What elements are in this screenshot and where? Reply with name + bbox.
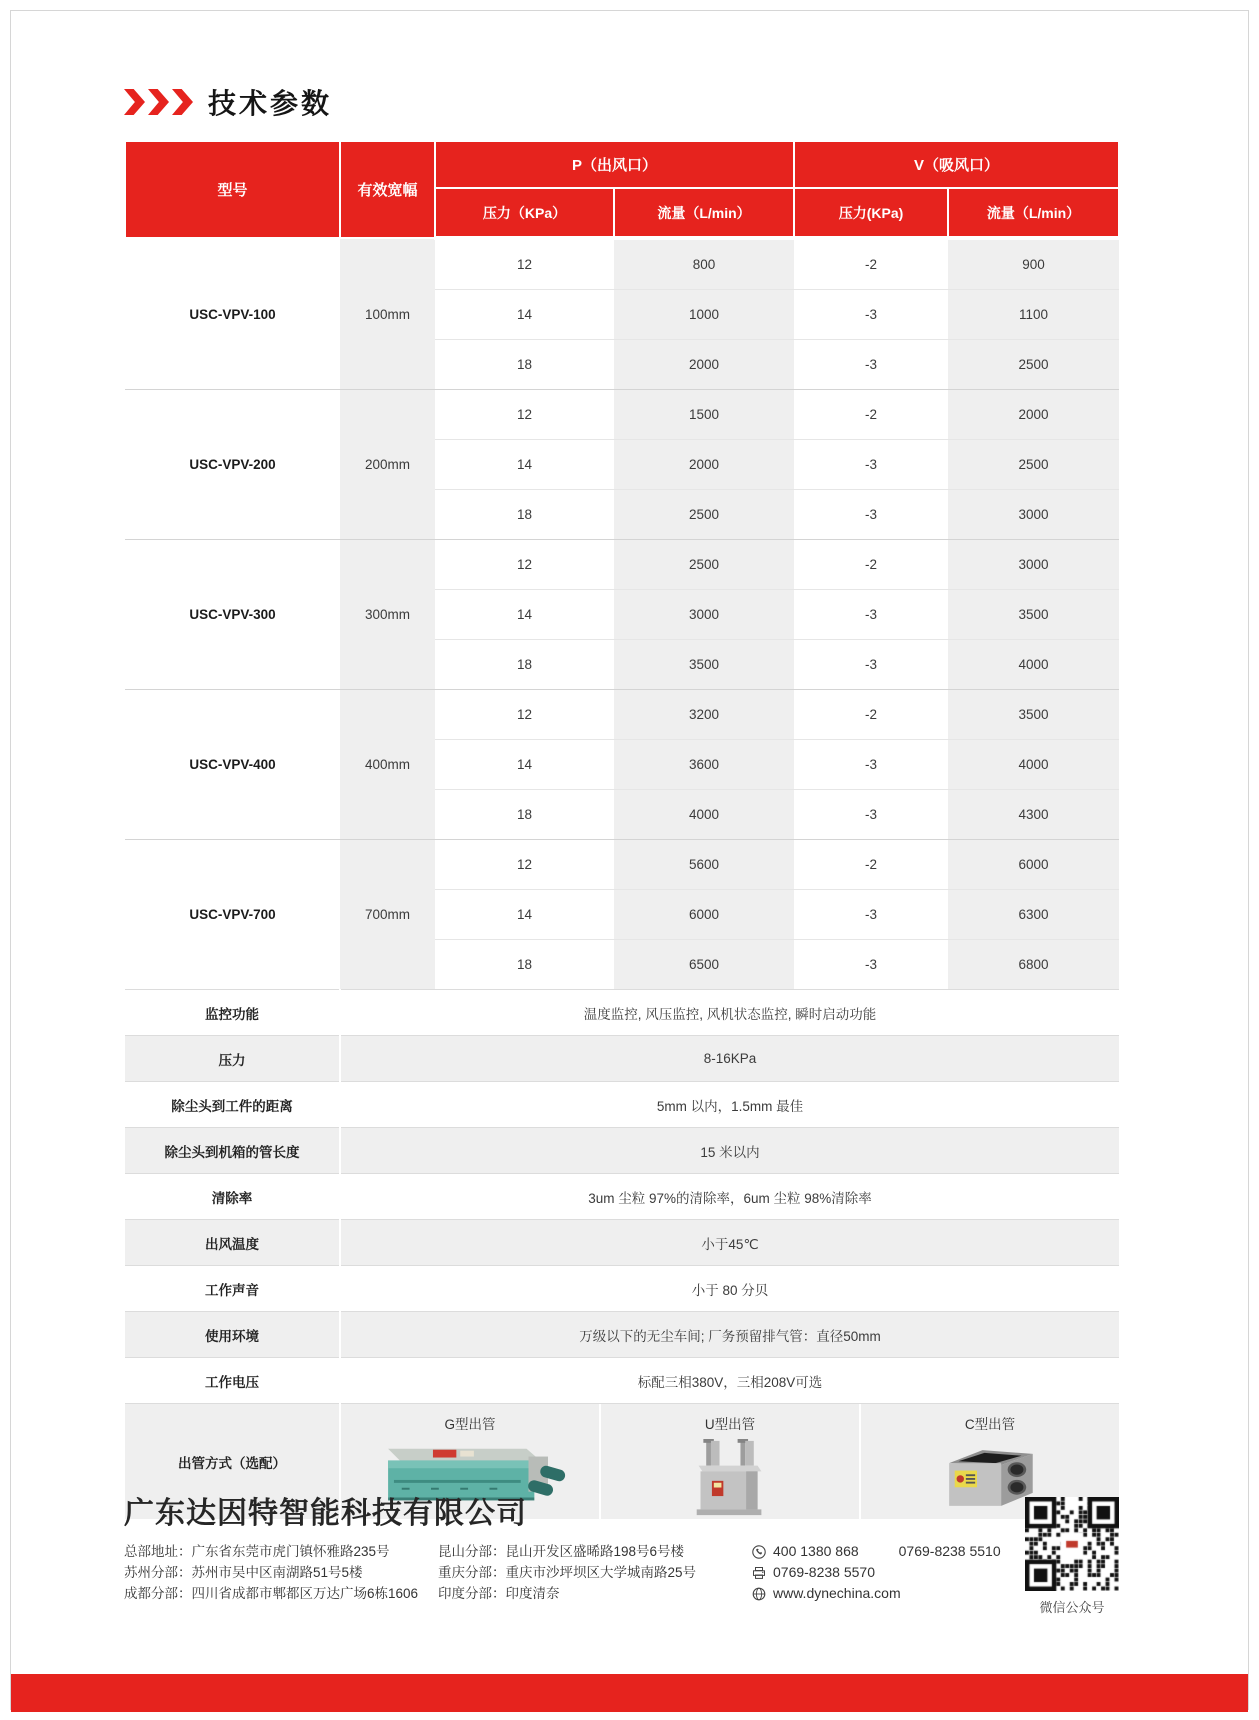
spec-row — [125, 1036, 1119, 1082]
address-column-2 — [438, 1541, 696, 1604]
p-pressure-cell: 12 — [435, 690, 614, 740]
pipe-option-label: U型出管 — [704, 1417, 756, 1432]
address-line: 总部地址：广东省东莞市虎门镇怀雅路235号 — [124, 1544, 390, 1559]
address-column-1 — [124, 1541, 418, 1604]
spec-value: 标配三相380V，三相208V可选 — [340, 1358, 1119, 1404]
p-flow-cell: 2000 — [614, 340, 794, 390]
chevron-icon — [124, 89, 145, 115]
width-cell: 100mm — [340, 238, 435, 390]
v-flow-cell: 4000 — [948, 740, 1119, 790]
v-flow-cell: 3500 — [948, 690, 1119, 740]
p-flow-cell: 3000 — [614, 590, 794, 640]
v-flow-cell: 6300 — [948, 890, 1119, 940]
model-cell: USC-VPV-200 — [125, 390, 340, 540]
width-cell: 400mm — [340, 690, 435, 840]
table-row — [125, 690, 1119, 740]
spec-value: 万级以下的无尘车间; 厂务预留排气管：直径50mm — [340, 1312, 1119, 1358]
spec-value: 小于45℃ — [340, 1220, 1119, 1266]
v-pressure-cell: -3 — [794, 590, 948, 640]
spec-row — [125, 1266, 1119, 1312]
p-flow-cell: 1000 — [614, 290, 794, 340]
phone-number: 400 1380 868 — [773, 1543, 859, 1559]
p-flow-cell: 6500 — [614, 940, 794, 990]
v-pressure-cell: -3 — [794, 790, 948, 840]
table-row — [125, 238, 1119, 290]
spec-row — [125, 1174, 1119, 1220]
p-pressure-cell: 12 — [435, 540, 614, 590]
v-pressure-cell: -2 — [794, 238, 948, 290]
spec-value: 3um 尘粒 97%的清除率，6um 尘粒 98%清除率 — [340, 1174, 1119, 1220]
wechat-qr-code — [1025, 1497, 1119, 1591]
spec-label: 工作电压 — [125, 1358, 340, 1404]
p-pressure-cell: 14 — [435, 290, 614, 340]
spec-label: 除尘头到机箱的管长度 — [125, 1128, 340, 1174]
header-p-group: P（出风口） — [435, 141, 794, 188]
header-v-group: V（吸风口） — [794, 141, 1119, 188]
pipe-option-label: C型出管 — [964, 1417, 1016, 1432]
spec-value: 温度监控, 风压监控, 风机状态监控, 瞬时启动功能 — [340, 990, 1119, 1036]
v-flow-cell: 6800 — [948, 940, 1119, 990]
website-link[interactable]: www.dynechina.com — [773, 1585, 901, 1601]
p-pressure-cell: 14 — [435, 590, 614, 640]
p-pressure-cell: 14 — [435, 740, 614, 790]
chevron-icon — [148, 89, 169, 115]
wechat-qr-label: 微信公众号 — [1039, 1600, 1105, 1615]
section-title-row — [124, 84, 332, 120]
footer-red-bar — [11, 1674, 1248, 1712]
width-cell: 700mm — [340, 840, 435, 990]
v-flow-cell: 3000 — [948, 490, 1119, 540]
p-flow-cell: 3500 — [614, 640, 794, 690]
v-pressure-cell: -2 — [794, 690, 948, 740]
model-cell: USC-VPV-100 — [125, 238, 340, 390]
v-pressure-cell: -3 — [794, 740, 948, 790]
globe-icon — [752, 1587, 766, 1601]
table-row — [125, 840, 1119, 890]
spec-value: 15 米以内 — [340, 1128, 1119, 1174]
p-flow-cell: 2000 — [614, 440, 794, 490]
pipe-row-label: 出管方式（选配） — [125, 1404, 340, 1520]
spec-value: 5mm 以内，1.5mm 最佳 — [340, 1082, 1119, 1128]
spec-table — [124, 140, 1120, 1519]
address-line: 昆山分部：昆山开发区盛晞路198号6号楼 — [438, 1544, 685, 1559]
spec-label: 除尘头到工件的距离 — [125, 1082, 340, 1128]
fax-number: 0769-8238 5570 — [773, 1564, 875, 1580]
spec-row — [125, 1312, 1119, 1358]
v-pressure-cell: -2 — [794, 840, 948, 890]
p-flow-cell: 1500 — [614, 390, 794, 440]
wechat-qr-block — [1025, 1497, 1119, 1616]
table-row — [125, 390, 1119, 440]
v-pressure-cell: -3 — [794, 440, 948, 490]
pipe-option-u — [599, 1404, 859, 1519]
p-pressure-cell: 18 — [435, 790, 614, 840]
fax-icon — [752, 1566, 766, 1580]
header-model: 型号 — [125, 141, 340, 238]
p-flow-cell: 3200 — [614, 690, 794, 740]
spec-value: 小于 80 分贝 — [340, 1266, 1119, 1312]
v-flow-cell: 4300 — [948, 790, 1119, 840]
spec-row — [125, 1082, 1119, 1128]
header-p-flow: 流量（L/min） — [614, 188, 794, 238]
v-flow-cell: 4000 — [948, 640, 1119, 690]
model-cell: USC-VPV-400 — [125, 690, 340, 840]
p-flow-cell: 800 — [614, 238, 794, 290]
p-flow-cell: 4000 — [614, 790, 794, 840]
address-line: 印度分部：印度清奈 — [438, 1586, 560, 1601]
p-flow-cell: 5600 — [614, 840, 794, 890]
v-flow-cell: 1100 — [948, 290, 1119, 340]
v-flow-cell: 900 — [948, 238, 1119, 290]
spec-label: 压力 — [125, 1036, 340, 1082]
spec-row — [125, 1358, 1119, 1404]
contact-block — [752, 1541, 1001, 1604]
u-type-product-image — [687, 1436, 773, 1519]
p-pressure-cell: 18 — [435, 340, 614, 390]
spec-label: 出风温度 — [125, 1220, 340, 1266]
v-pressure-cell: -3 — [794, 340, 948, 390]
p-flow-cell: 3600 — [614, 740, 794, 790]
spec-label: 监控功能 — [125, 990, 340, 1036]
address-line: 苏州分部：苏州市吴中区南湖路51号5楼 — [124, 1565, 363, 1580]
p-pressure-cell: 12 — [435, 238, 614, 290]
spec-row — [125, 1128, 1119, 1174]
p-pressure-cell: 18 — [435, 640, 614, 690]
fax-row — [752, 1562, 1001, 1583]
phone-number: 0769-8238 5510 — [898, 1543, 1001, 1559]
p-flow-cell: 2500 — [614, 540, 794, 590]
spec-label: 清除率 — [125, 1174, 340, 1220]
p-pressure-cell: 14 — [435, 440, 614, 490]
v-pressure-cell: -2 — [794, 540, 948, 590]
chevron-icon — [172, 89, 193, 115]
phone-row — [752, 1541, 1001, 1562]
p-flow-cell: 6000 — [614, 890, 794, 940]
header-p-pressure: 压力（KPa） — [435, 188, 614, 238]
header-width: 有效宽幅 — [340, 141, 435, 238]
company-name: 广东达因特智能科技有限公司 — [124, 1497, 527, 1530]
v-flow-cell: 3000 — [948, 540, 1119, 590]
p-pressure-cell: 14 — [435, 890, 614, 940]
page-title: 技术参数 — [208, 88, 333, 119]
p-pressure-cell: 12 — [435, 390, 614, 440]
address-line: 成都分部：四川省成都市郫都区万达广场6栋1606 — [124, 1586, 419, 1601]
spec-label: 工作声音 — [125, 1266, 340, 1312]
p-pressure-cell: 18 — [435, 490, 614, 540]
v-pressure-cell: -2 — [794, 390, 948, 440]
v-pressure-cell: -3 — [794, 290, 948, 340]
v-pressure-cell: -3 — [794, 640, 948, 690]
address-line: 重庆分部：重庆市沙坪坝区大学城南路25号 — [438, 1565, 697, 1580]
model-cell: USC-VPV-300 — [125, 540, 340, 690]
v-flow-cell: 6000 — [948, 840, 1119, 890]
v-pressure-cell: -3 — [794, 940, 948, 990]
v-pressure-cell: -3 — [794, 890, 948, 940]
header-v-flow: 流量（L/min） — [948, 188, 1119, 238]
p-flow-cell: 2500 — [614, 490, 794, 540]
phone-icon — [752, 1545, 766, 1559]
spec-row — [125, 990, 1119, 1036]
spec-value: 8-16KPa — [340, 1036, 1119, 1082]
header-v-pressure: 压力(KPa) — [794, 188, 948, 238]
width-cell: 300mm — [340, 540, 435, 690]
v-flow-cell: 2500 — [948, 440, 1119, 490]
v-pressure-cell: -3 — [794, 490, 948, 540]
spec-row — [125, 1220, 1119, 1266]
v-flow-cell: 3500 — [948, 590, 1119, 640]
v-flow-cell: 2000 — [948, 390, 1119, 440]
website-row — [752, 1583, 1001, 1604]
table-row — [125, 540, 1119, 590]
pipe-option-label: G型出管 — [444, 1417, 496, 1432]
spec-label: 使用环境 — [125, 1312, 340, 1358]
model-cell: USC-VPV-700 — [125, 840, 340, 990]
v-flow-cell: 2500 — [948, 340, 1119, 390]
width-cell: 200mm — [340, 390, 435, 540]
p-pressure-cell: 18 — [435, 940, 614, 990]
p-pressure-cell: 12 — [435, 840, 614, 890]
